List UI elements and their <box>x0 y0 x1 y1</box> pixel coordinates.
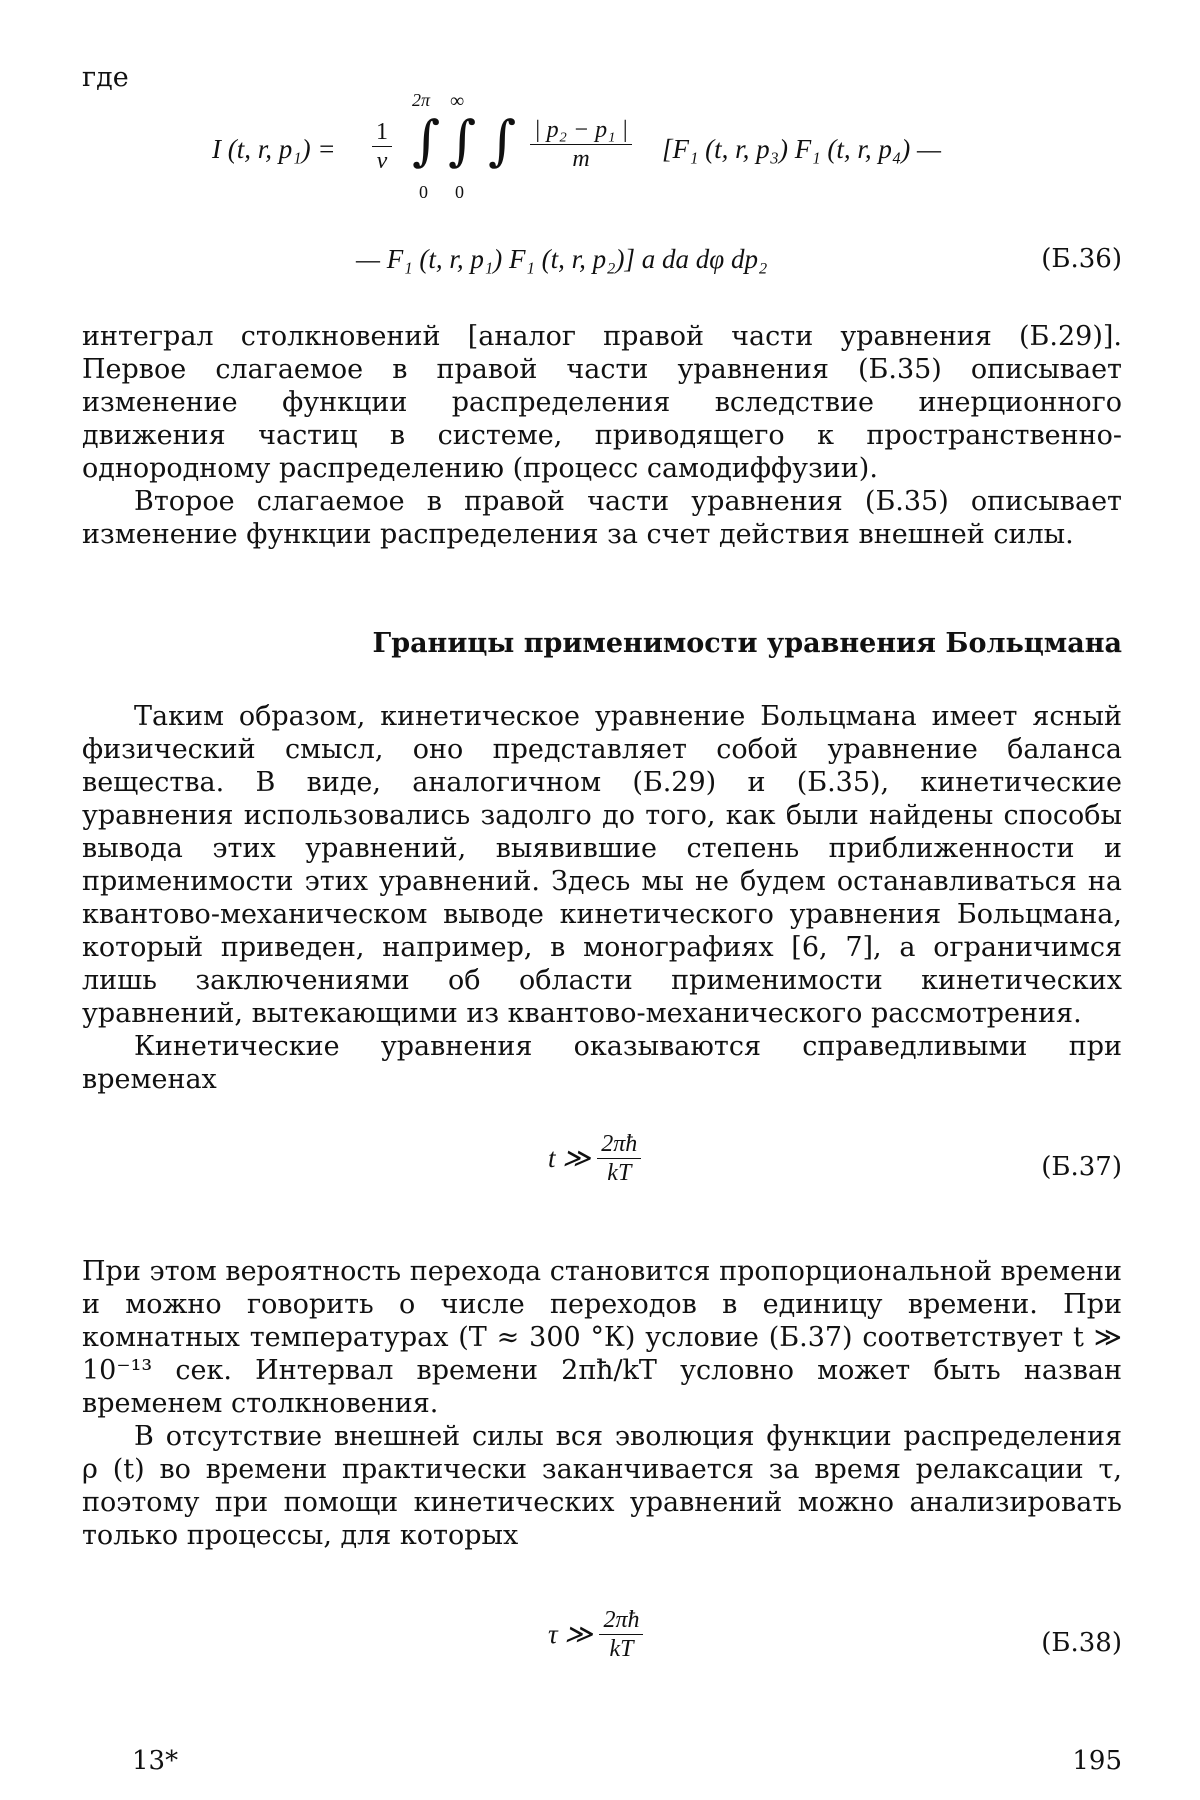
equation-b38-lhs: τ ≫ <box>548 1619 593 1649</box>
integral-2: ∫ <box>448 109 477 172</box>
int1-lower-limit: 0 <box>419 182 428 202</box>
equation-number-b37: (Б.37) <box>1041 1152 1122 1182</box>
intro-word: где <box>82 62 129 93</box>
equation-b38 <box>548 1606 643 1663</box>
paragraph-relaxation: В отсутствие внешней силы вся эволюция функции распределения ρ (t) во времени практически заканчивается за время релаксации τ, поэтому при помощи кинетических уравнений можно анализировать только процессы, для которых <box>82 1421 1122 1551</box>
equation-b38-fraction <box>599 1606 643 1663</box>
equation-b36-line1 <box>212 90 1112 206</box>
equation-b36-lhs: I (t, r, p₁) = <box>212 134 336 164</box>
equation-number-b38: (Б.38) <box>1041 1628 1122 1658</box>
int2-lower-limit: 0 <box>455 182 464 202</box>
equation-number-b36: (Б.36) <box>1041 244 1122 274</box>
equation-b36-line2: — F₁ (t, r, p₁) F₁ (t, r, p₂)] a da dφ dp₂ <box>356 244 768 274</box>
b38-denominator: kT <box>609 1636 634 1662</box>
b38-numerator: 2πħ <box>599 1606 643 1635</box>
integral-3: ∫ <box>488 109 517 172</box>
fraction-denominator: m <box>572 146 590 172</box>
equation-b36-fraction <box>530 116 632 173</box>
paragraph-boltzmann-meaning: Таким образом, кинетическое уравнение Больцмана имеет ясный физический смысл, оно представляет собой уравнение баланса вещества. В виде, аналогичном (Б.29) и (Б.35), кинетические уравнения использовались задолго до того, как были найдены способы вывода этих уравнений, выявившие степень приближенности и применимости этих уравнений. Здесь мы не будем останавливаться на квантово-механическом выводе кинетического уравнения Больцмана, который приведен, например, в монографиях [6, 7], а ограничимся лишь заключениями об области применимости кинетических уравнений, вытекающими из квантово-механического рассмотрения. <box>82 701 1122 1029</box>
paragraph-collision-integral: интеграл столкновений [аналог правой части уравнения (Б.29)]. Первое слагаемое в правой части уравнения (Б.35) описывает изменение функции распределения вследствие инерционного движения частиц в системе, приводящего к пространственно-однородному распределению (процесс самодиффузии). <box>82 321 1122 484</box>
int1-upper-limit: 2π <box>412 90 431 110</box>
b37-numerator: 2πħ <box>597 1130 641 1159</box>
equation-b37-lhs: t ≫ <box>548 1143 591 1173</box>
int2-upper-limit: ∞ <box>450 90 465 112</box>
coef-denominator: v <box>376 148 388 174</box>
integral-1: ∫ <box>412 109 441 172</box>
equation-b36-rest: [F₁ (t, r, p₃) F₁ (t, r, p₄) — <box>662 134 942 164</box>
b37-denominator: kT <box>607 1160 632 1186</box>
paragraph-transition-probability: При этом вероятность перехода становится пропорциональной времени и можно говорить о числе переходов в единицу времени. При комнатных температурах (T ≈ 300 °К) условие (Б.37) соответствует t ≫ 10⁻¹³ сек. Интервал времени 2πħ/kT условно может быть назван временем столкновения. <box>82 1256 1122 1419</box>
equation-b37 <box>548 1130 641 1187</box>
section-heading: Границы применимости уравнения Больцмана <box>372 628 1122 659</box>
signature-mark: 13* <box>132 1746 179 1776</box>
coef-numerator: 1 <box>372 118 392 147</box>
equation-b37-fraction <box>597 1130 641 1187</box>
paragraph-second-term: Второе слагаемое в правой части уравнения (Б.35) описывает изменение функции распределения за счет действия внешней силы. <box>82 486 1122 550</box>
page-number: 195 <box>1072 1746 1122 1776</box>
fraction-numerator: | p₂ − p₁ | <box>530 116 632 145</box>
paragraph-validity-times: Кинетические уравнения оказываются справедливыми при временах <box>82 1031 1122 1095</box>
equation-b36-coef <box>372 118 392 175</box>
